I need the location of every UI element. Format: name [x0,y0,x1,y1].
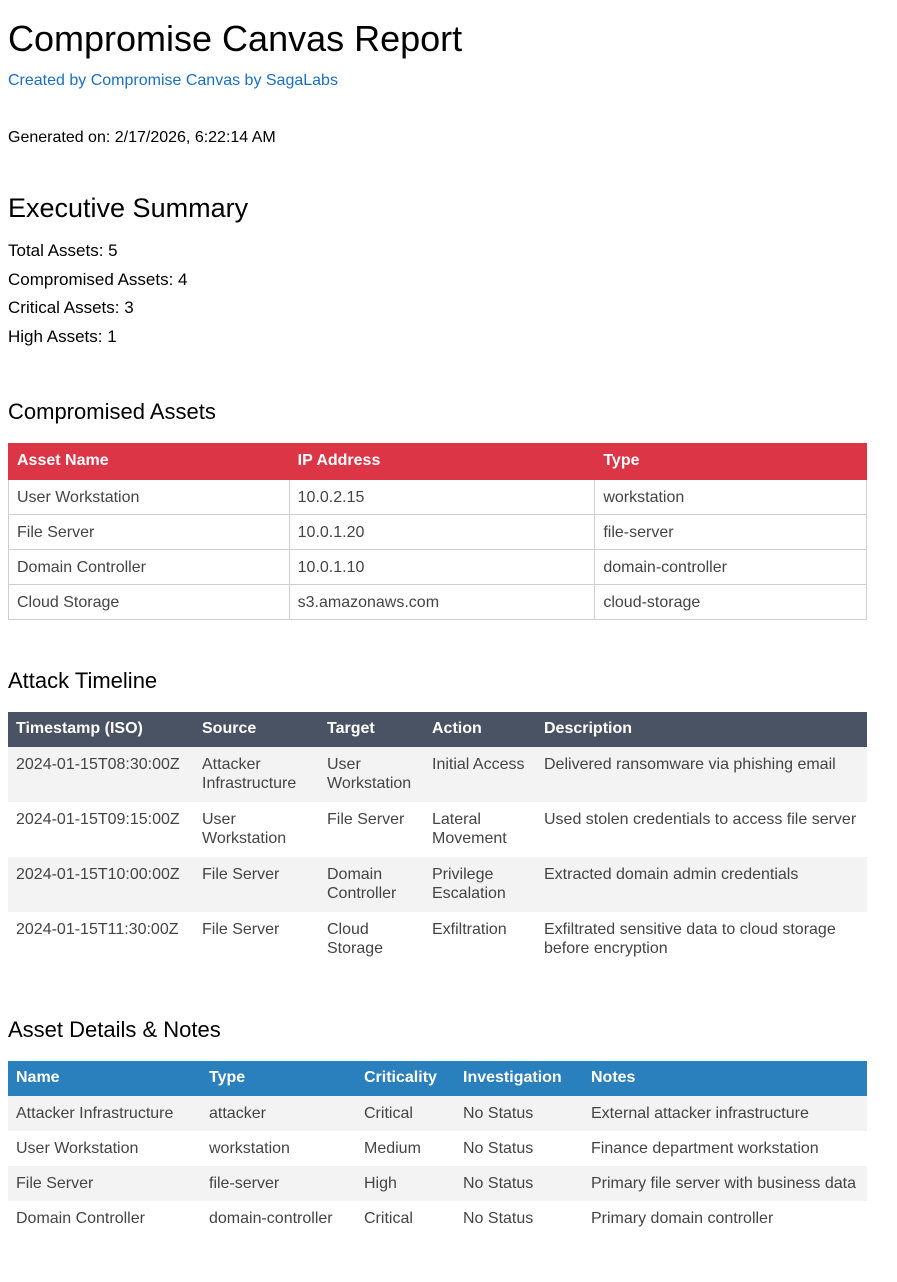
table-cell: High [356,1166,455,1201]
compromised-assets-table [8,443,867,620]
table-cell: attacker [201,1096,356,1131]
table-cell: 2024-01-15T10:00:00Z [8,857,194,912]
table-cell: 2024-01-15T11:30:00Z [16,921,179,938]
table-cell: Attacker Infrastructure [194,747,319,802]
attack-timeline-heading: Attack Timeline [8,668,158,693]
credit-link[interactable]: Created by Compromise Canvas by SagaLabs [8,72,338,89]
table-cell: workstation [209,1140,290,1157]
table-cell: User Workstation [319,747,424,802]
column-header: Investigation [455,1061,583,1096]
table-row [8,802,867,857]
summary-stats [8,237,867,351]
table-cell: No Status [463,1140,534,1157]
table-row [8,1131,867,1166]
column-header: Timestamp (ISO) [8,712,194,747]
column-header: Type [201,1061,356,1096]
table-cell: External attacker infrastructure [583,1096,867,1131]
table-cell: 2024-01-15T09:15:00Z [16,811,180,828]
table-cell: User Workstation [202,811,287,847]
table-cell: File Server [8,1166,201,1201]
asset-details-table [8,1061,867,1236]
column-header: Type [595,444,867,480]
table-cell: Delivered ransomware via phishing email [536,747,867,802]
compromised-assets-heading: Compromised Assets [8,399,216,424]
table-cell: 2024-01-15T08:30:00Z [8,747,194,802]
total-assets-stat: Total Assets: 5 [8,241,118,260]
executive-summary-heading: Executive Summary [8,193,249,223]
table-cell: Extracted domain admin credentials [536,857,867,912]
generated-timestamp: Generated on: 2/17/2026, 6:22:14 AM [8,129,276,146]
table-cell: Domain Controller [16,1210,145,1227]
table-row [8,1166,867,1201]
table-row [9,585,867,620]
table-cell: Cloud Storage [327,921,384,957]
table-cell: 10.0.1.20 [289,515,595,550]
table-cell: File Server [194,857,319,912]
table-cell: User Workstation [9,480,290,515]
table-cell: 10.0.2.15 [289,480,595,515]
table-cell: No Status [455,1166,583,1201]
table-header-row [9,444,867,480]
table-cell: file-server [201,1166,356,1201]
report-title: Compromise Canvas Report [8,18,463,59]
table-cell: Cloud Storage [9,585,290,620]
table-cell: Lateral Movement [432,811,507,847]
attack-timeline-table [8,712,867,967]
table-row [9,480,867,515]
table-cell: Initial Access [424,747,536,802]
table-cell: workstation [595,480,867,515]
column-header: Description [536,712,867,747]
table-row [8,912,867,967]
table-cell: Exfiltrated sensitive data to cloud storage before encryption [544,921,836,957]
table-cell: Used stolen credentials to access file server [544,811,857,828]
table-cell: Primary domain controller [591,1210,774,1227]
table-row [8,1201,867,1236]
table-row [8,1096,867,1131]
column-header: Source [194,712,319,747]
table-cell: Domain Controller [319,857,424,912]
table-cell: Domain Controller [9,550,290,585]
table-row [9,550,867,585]
table-header-row [8,712,867,747]
table-cell: s3.amazonaws.com [289,585,595,620]
table-cell: User Workstation [16,1140,139,1157]
table-cell: No Status [455,1096,583,1131]
table-row [9,515,867,550]
table-cell: Medium [364,1140,421,1157]
asset-details-heading: Asset Details & Notes [8,1017,221,1042]
column-header: Asset Name [9,444,290,480]
table-cell: Critical [356,1096,455,1131]
table-cell: domain-controller [209,1210,333,1227]
table-cell: Privilege Escalation [424,857,536,912]
column-header: Notes [583,1061,867,1096]
table-cell: Exfiltration [432,921,507,938]
column-header: Name [8,1061,201,1096]
table-cell: cloud-storage [595,585,867,620]
column-header: Criticality [356,1061,455,1096]
table-cell: Finance department workstation [591,1140,819,1157]
table-cell: 10.0.1.10 [289,550,595,585]
critical-assets-stat: Critical Assets: 3 [8,298,134,317]
table-cell: File Server [9,515,290,550]
table-cell: Primary file server with business data [583,1166,867,1201]
table-cell: File Server [202,921,280,938]
table-header-row [8,1061,867,1096]
column-header: Action [424,712,536,747]
compromised-assets-stat: Compromised Assets: 4 [8,269,188,289]
column-header: IP Address [289,444,595,480]
table-row [8,857,867,912]
column-header: Target [319,712,424,747]
table-cell: No Status [463,1210,534,1227]
high-assets-stat: High Assets: 1 [8,326,117,346]
table-cell: Critical [364,1210,413,1227]
table-cell: domain-controller [595,550,867,585]
table-cell: File Server [327,811,405,828]
table-cell: file-server [595,515,867,550]
table-row [8,747,867,802]
table-cell: Attacker Infrastructure [8,1096,201,1131]
